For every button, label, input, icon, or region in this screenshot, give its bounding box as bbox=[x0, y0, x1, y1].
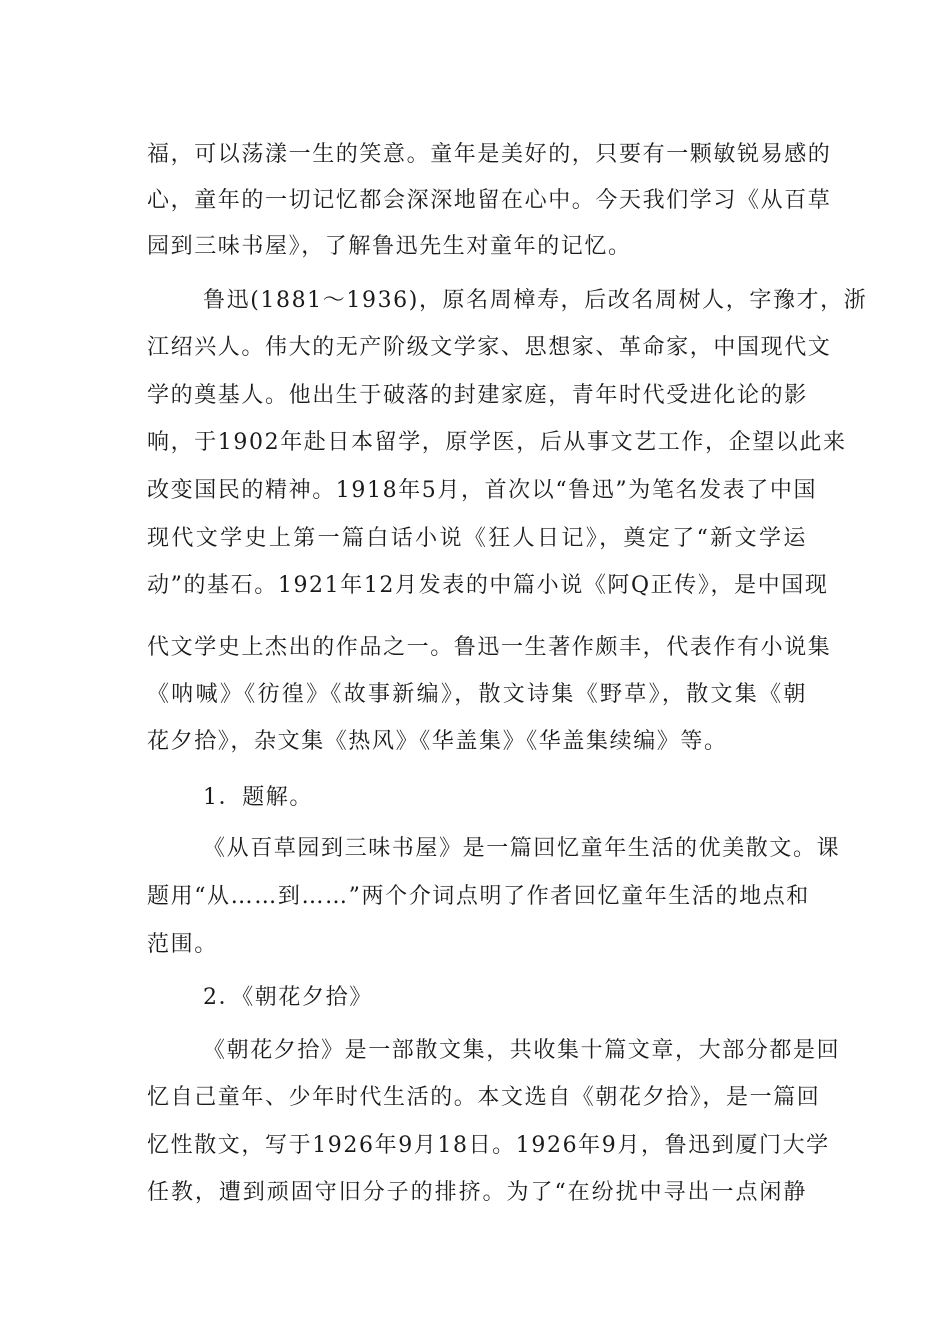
text-line: 《从百草园到三味书屋》是一篇回忆童年生活的优美散文。课 bbox=[203, 836, 841, 861]
text-line: 《朝花夕拾》是一部散文集，共收集十篇文章，大部分都是回 bbox=[203, 1038, 841, 1063]
text-line: 范围。 bbox=[147, 932, 218, 957]
text-line: 《呐喊》《彷徨》《故事新编》，散文诗集《野草》，散文集《朝 bbox=[147, 682, 807, 707]
text-line: 任教，遭到顽固守旧分子的排挤。为了“在纷扰中寻出一点闲静 bbox=[147, 1180, 807, 1205]
text-line: 鲁迅(1881～1936)，原名周樟寿，后改名周树人，字豫才，浙 bbox=[203, 288, 868, 313]
text-line: 现代文学史上第一篇白话小说《狂人日记》，奠定了“新文学运 bbox=[147, 526, 807, 551]
text-line: 福，可以荡漾一生的笑意。童年是美好的，只要有一颗敏锐易感的 bbox=[147, 142, 832, 167]
text-line: 园到三味书屋》，了解鲁迅先生对童年的记忆。 bbox=[147, 234, 632, 259]
text-line: 花夕拾》，杂文集《热风》《华盖集》《华盖集续编》等。 bbox=[147, 729, 728, 754]
text-line: 忆自己童年、少年时代生活的。本文选自《朝花夕拾》，是一篇回 bbox=[147, 1085, 821, 1110]
text-line: 学的奠基人。他出生于破落的封建家庭，青年时代受进化论的影 bbox=[147, 383, 808, 408]
text-line: 代文学史上杰出的作品之一。鲁迅一生著作颇丰，代表作有小说集 bbox=[147, 635, 832, 660]
text-line: 忆性散文，写于1926年9月18日。1926年9月，鲁迅到厦门大学 bbox=[147, 1133, 830, 1158]
text-line: 动”的基石。1921年12月发表的中篇小说《阿Q正传》，是中国现 bbox=[147, 573, 829, 598]
text-line: 响，于1902年赴日本留学，原学医，后从事文艺工作，企望以此来 bbox=[147, 430, 847, 455]
section-heading: 2．《朝花夕拾》 bbox=[203, 985, 373, 1010]
text-line: 改变国民的精神。1918年5月，首次以“鲁迅”为笔名发表了中国 bbox=[147, 478, 818, 503]
text-line: 题用“从……到……”两个介词点明了作者回忆童年生活的地点和 bbox=[147, 884, 810, 909]
section-heading: 1．题解。 bbox=[203, 785, 313, 810]
text-line: 江绍兴人。伟大的无产阶级文学家、思想家、革命家，中国现代文 bbox=[147, 335, 832, 360]
text-line: 心，童年的一切记忆都会深深地留在心中。今天我们学习《从百草 bbox=[147, 188, 832, 213]
